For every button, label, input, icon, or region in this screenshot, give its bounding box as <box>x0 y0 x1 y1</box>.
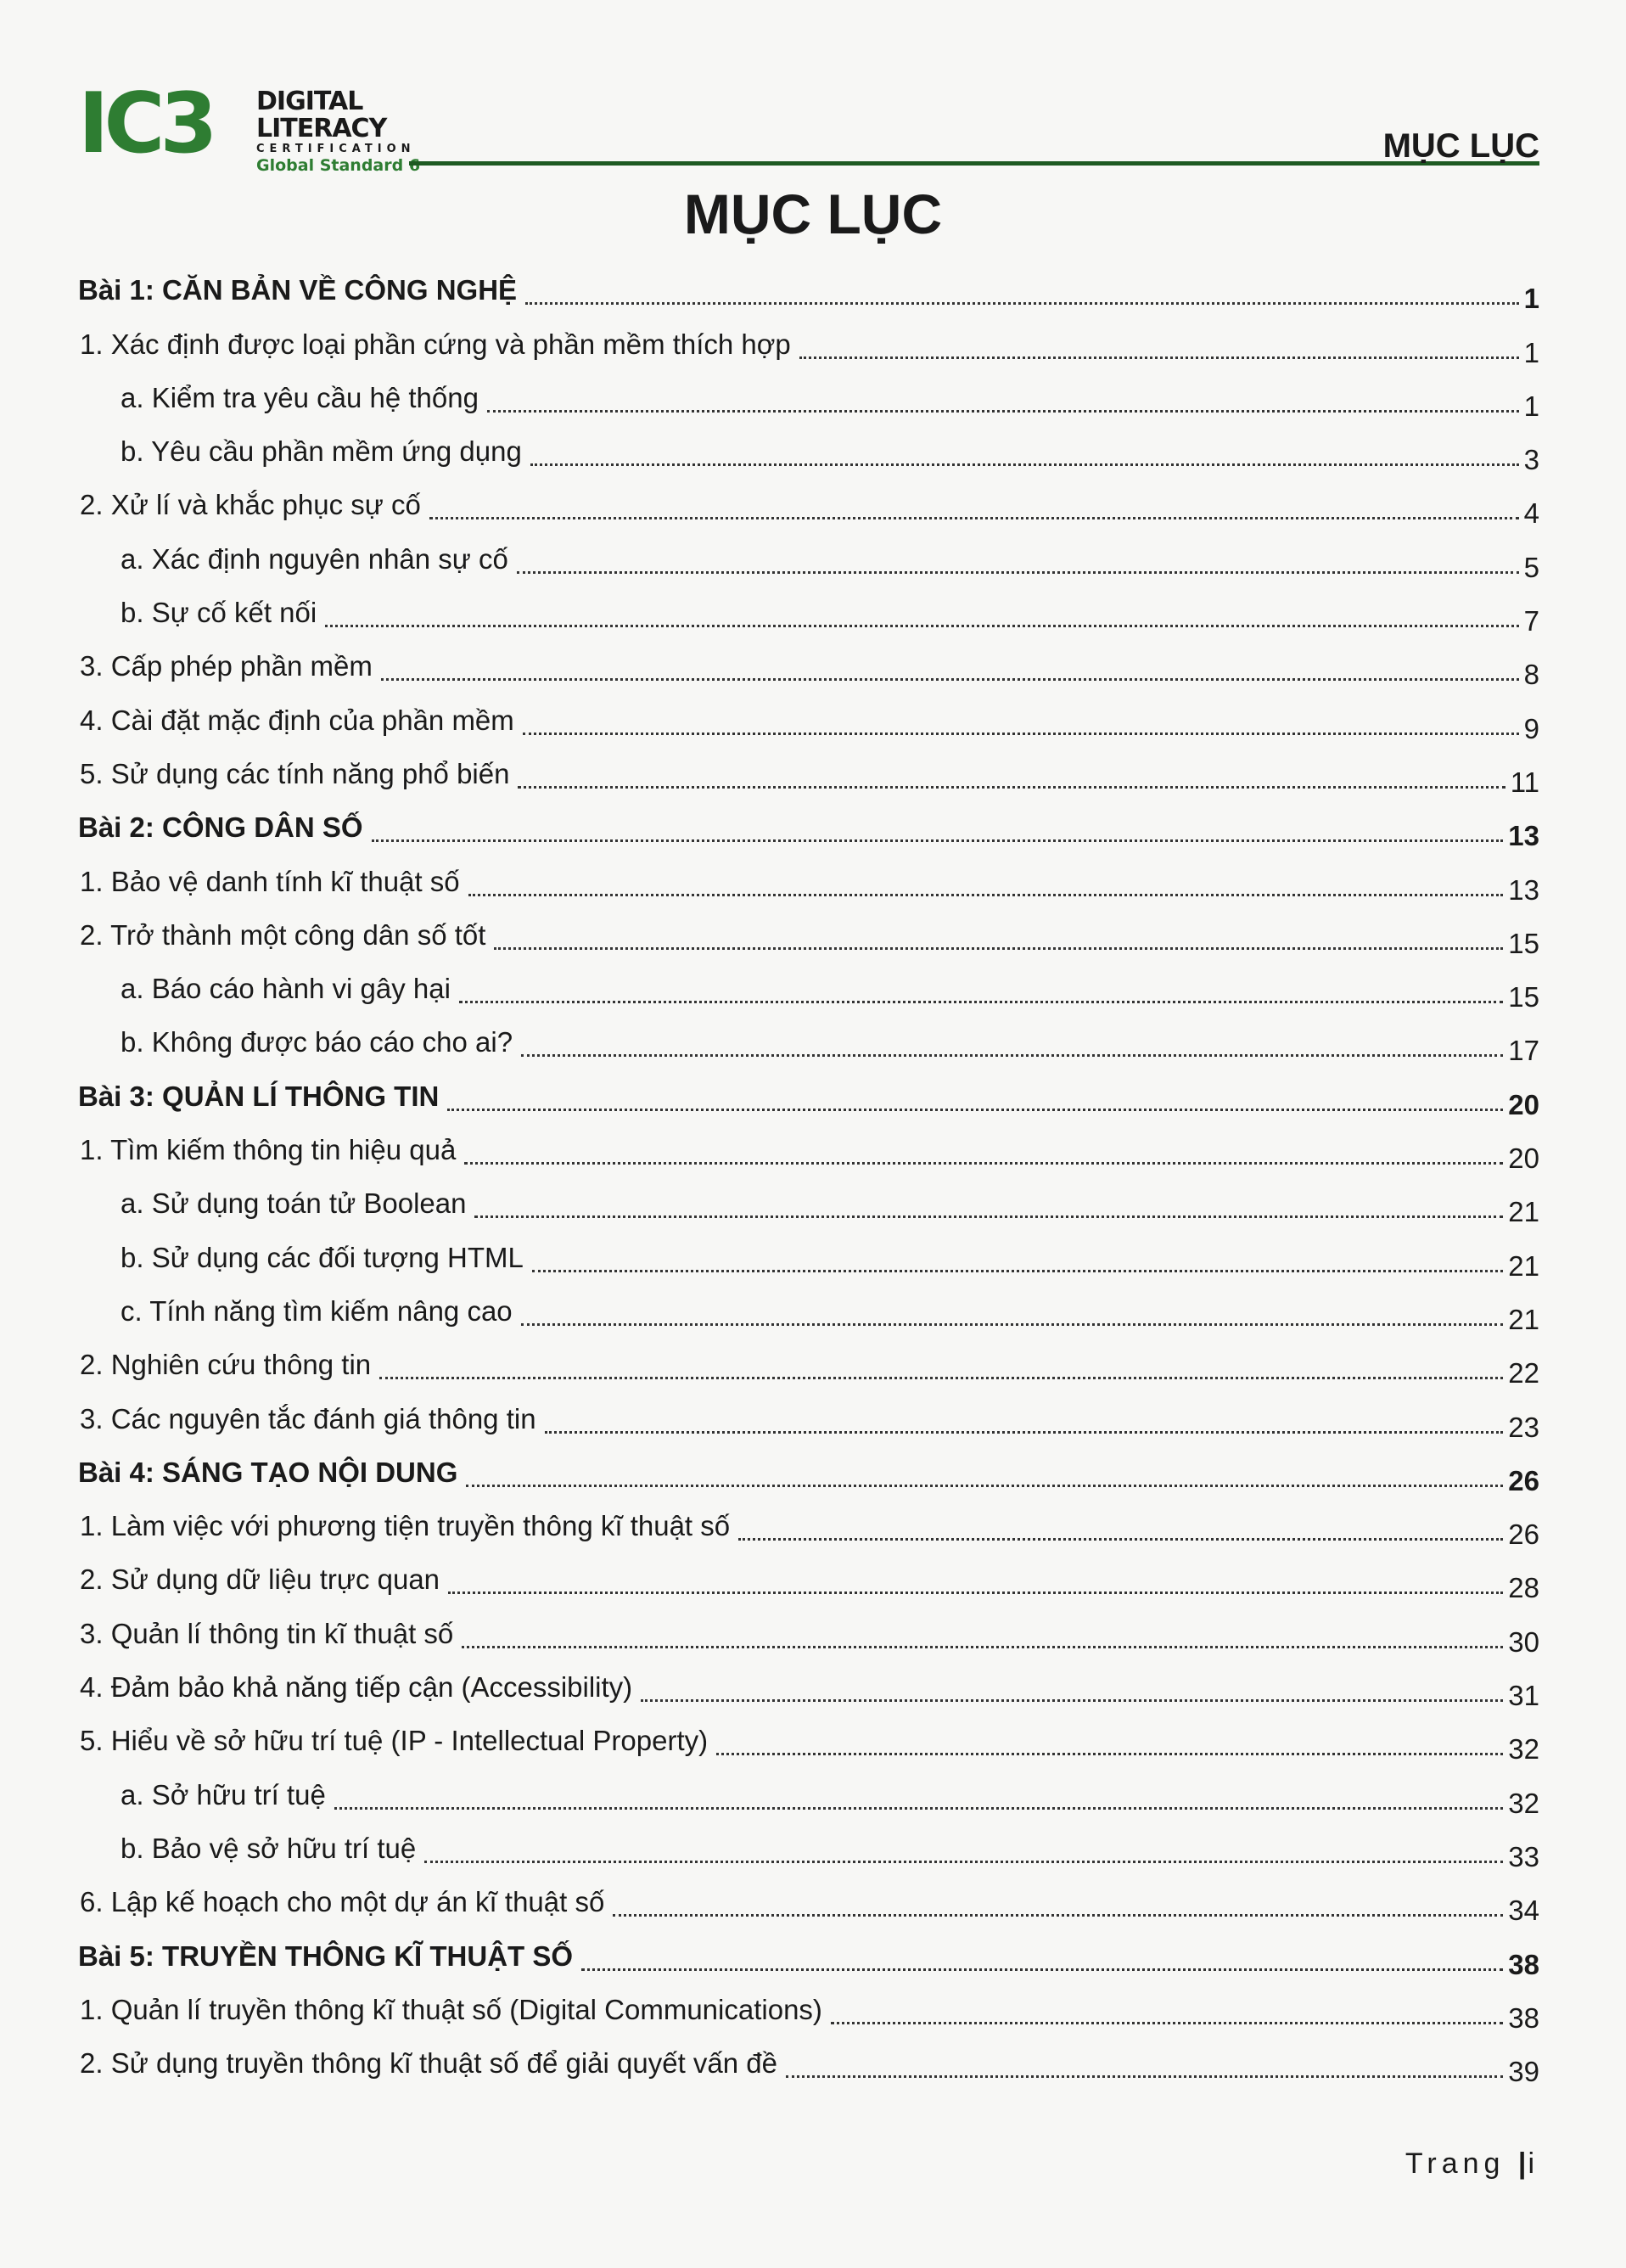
ic3-logo <box>78 76 435 175</box>
toc-dot-leader <box>581 1968 1503 1971</box>
toc-subsection-entry[interactable] <box>78 1178 1539 1232</box>
toc-section-entry[interactable] <box>78 641 1539 694</box>
toc-dot-leader <box>716 1753 1503 1755</box>
toc-entry-label: 5. Sử dụng các tính năng phổ biến <box>80 757 510 789</box>
logo-line2: CERTIFICATION <box>256 143 416 155</box>
toc-section-entry[interactable] <box>78 749 1539 802</box>
toc-entry-label: a. Sở hữu trí tuệ <box>121 1778 326 1810</box>
toc-entry-page: 21 <box>1508 1303 1539 1335</box>
toc-chapter-entry[interactable] <box>78 802 1539 856</box>
toc-entry-label: b. Sự cố kết nối <box>121 597 317 629</box>
toc-section-entry[interactable] <box>78 1125 1539 1178</box>
logo-text <box>256 88 435 175</box>
toc-entry-label: Bài 3: QUẢN LÍ THÔNG TIN <box>78 1080 440 1112</box>
toc-dot-leader <box>429 517 1519 519</box>
toc-entry-label: Bài 4: SÁNG TẠO NỘI DUNG <box>78 1456 458 1488</box>
toc-dot-leader <box>447 1109 1503 1111</box>
table-of-contents <box>78 265 1539 2091</box>
toc-dot-leader <box>521 1323 1504 1326</box>
toc-dot-leader <box>494 947 1503 950</box>
toc-dot-leader <box>831 2022 1503 2024</box>
toc-dot-leader <box>424 1861 1503 1863</box>
toc-entry-page: 32 <box>1508 1733 1539 1766</box>
toc-entry-label: 5. Hiểu về sở hữu trí tuệ (IP - Intellectual Property) <box>80 1725 709 1757</box>
toc-dot-leader <box>334 1807 1503 1810</box>
toc-subsection-entry[interactable] <box>78 1823 1539 1877</box>
toc-dot-leader <box>521 1054 1503 1057</box>
toc-entry-label: a. Báo cáo hành vi gây hại <box>121 973 451 1005</box>
toc-subsection-entry[interactable] <box>78 1232 1539 1285</box>
toc-entry-page: 9 <box>1523 712 1539 744</box>
toc-entry-label: Bài 5: TRUYỀN THÔNG KĨ THUẬT SỐ <box>78 1940 574 1972</box>
toc-entry-label: 1. Bảo vệ danh tính kĩ thuật số <box>80 865 460 897</box>
toc-dot-leader <box>518 786 1505 789</box>
page-footer <box>1405 2147 1539 2181</box>
toc-entry-label: 1. Xác định được loại phần cứng và phần mềm thích hợp <box>80 328 791 360</box>
toc-entry-page: 13 <box>1508 820 1539 852</box>
toc-entry-page: 38 <box>1508 1948 1539 1980</box>
toc-dot-leader <box>372 839 1504 842</box>
toc-section-entry[interactable] <box>78 318 1539 372</box>
toc-entry-label: Bài 2: CÔNG DÂN SỐ <box>78 811 363 844</box>
toc-entry-page: 33 <box>1508 1840 1539 1872</box>
toc-dot-leader <box>545 1431 1504 1434</box>
toc-entry-label: 3. Các nguyên tắc đánh giá thông tin <box>80 1402 536 1434</box>
logo-line3: Global Standard 6 <box>256 156 421 175</box>
toc-section-entry[interactable] <box>78 1715 1539 1769</box>
toc-chapter-entry[interactable] <box>78 1447 1539 1501</box>
toc-entry-label: 2. Nghiên cứu thông tin <box>80 1349 372 1381</box>
toc-subsection-entry[interactable] <box>78 373 1539 426</box>
toc-entry-page: 11 <box>1510 766 1539 798</box>
footer-page-label: Trang <box>1405 2147 1505 2180</box>
toc-subsection-entry[interactable] <box>78 963 1539 1017</box>
header-section-title: MỤC LỤC <box>1382 127 1539 165</box>
toc-section-entry[interactable] <box>78 1339 1539 1393</box>
toc-entry-label: a. Kiểm tra yêu cầu hệ thống <box>121 381 479 413</box>
toc-dot-leader <box>786 2075 1503 2078</box>
toc-entry-label: 1. Tìm kiếm thông tin hiệu quả <box>80 1134 457 1166</box>
toc-subsection-entry[interactable] <box>78 426 1539 480</box>
toc-dot-leader <box>468 894 1504 896</box>
toc-entry-page: 20 <box>1508 1142 1539 1175</box>
toc-subsection-entry[interactable] <box>78 533 1539 587</box>
toc-entry-page: 34 <box>1508 1895 1539 1927</box>
toc-chapter-entry[interactable] <box>78 1070 1539 1124</box>
toc-entry-page: 26 <box>1508 1464 1539 1496</box>
toc-dot-leader <box>530 463 1519 466</box>
toc-entry-page: 21 <box>1508 1196 1539 1228</box>
toc-entry-label: 3. Cấp phép phần mềm <box>80 650 373 682</box>
toc-entry-label: c. Tính năng tìm kiếm nâng cao <box>121 1294 513 1327</box>
toc-subsection-entry[interactable] <box>78 1286 1539 1339</box>
toc-dot-leader <box>613 1914 1503 1917</box>
toc-entry-page: 15 <box>1508 981 1539 1013</box>
toc-entry-page: 17 <box>1508 1035 1539 1067</box>
toc-section-entry[interactable] <box>78 1393 1539 1446</box>
logo-line1: DIGITAL LITERACY <box>256 87 387 143</box>
toc-entry-label: 2. Sử dụng truyền thông kĩ thuật số để giải quyết vấn đề <box>80 2047 777 2080</box>
toc-section-entry[interactable] <box>78 1662 1539 1715</box>
toc-entry-label: b. Sử dụng các đối tượng HTML <box>121 1241 524 1273</box>
toc-entry-page: 32 <box>1508 1787 1539 1819</box>
toc-entry-page: 13 <box>1508 873 1539 906</box>
toc-section-entry[interactable] <box>78 694 1539 748</box>
toc-dot-leader <box>738 1538 1503 1541</box>
toc-dot-leader <box>381 678 1519 681</box>
toc-entry-page: 20 <box>1508 1088 1539 1120</box>
toc-entry-label: 3. Quản lí thông tin kĩ thuật số <box>80 1617 454 1649</box>
toc-entry-page: 38 <box>1508 2001 1539 2034</box>
toc-section-entry[interactable] <box>78 856 1539 909</box>
toc-entry-label: 1. Quản lí truyền thông kĩ thuật số (Digital Communications) <box>80 1993 822 2025</box>
toc-dot-leader <box>464 1162 1503 1165</box>
toc-entry-label: 2. Sử dụng dữ liệu trực quan <box>80 1563 440 1596</box>
toc-section-entry[interactable] <box>78 480 1539 533</box>
toc-section-entry[interactable] <box>78 2038 1539 2091</box>
toc-entry-page: 1 <box>1523 283 1539 315</box>
page-title: MỤC LỤC <box>683 182 943 245</box>
toc-entry-page: 23 <box>1508 1411 1539 1443</box>
toc-dot-leader <box>799 356 1519 359</box>
toc-entry-label: a. Sử dụng toán tử Boolean <box>121 1187 467 1220</box>
toc-entry-page: 22 <box>1508 1357 1539 1389</box>
toc-dot-leader <box>462 1646 1503 1648</box>
toc-dot-leader <box>525 302 1519 305</box>
toc-entry-label: 2. Trở thành một công dân số tốt <box>80 918 486 951</box>
toc-dot-leader <box>379 1377 1503 1379</box>
toc-dot-leader <box>325 625 1518 627</box>
toc-entry-page: 26 <box>1508 1519 1539 1551</box>
toc-section-entry[interactable] <box>78 1984 1539 2038</box>
toc-entry-page: 31 <box>1508 1680 1539 1712</box>
toc-entry-label: 4. Cài đặt mặc định của phần mềm <box>80 704 514 736</box>
toc-entry-label: b. Yêu cầu phần mềm ứng dụng <box>121 435 522 468</box>
toc-entry-page: 39 <box>1508 2056 1539 2088</box>
toc-entry-label: 6. Lập kế hoạch cho một dự án kĩ thuật số <box>80 1886 605 1918</box>
toc-dot-leader <box>466 1485 1503 1487</box>
page-header <box>78 76 1539 177</box>
toc-entry-label: 4. Đảm bảo khả năng tiếp cận (Accessibility) <box>80 1671 633 1704</box>
toc-dot-leader <box>532 1270 1503 1272</box>
toc-entry-label: 1. Làm việc với phương tiện truyền thông kĩ thuật số <box>80 1510 731 1542</box>
toc-entry-page: 4 <box>1523 497 1539 530</box>
toc-entry-page: 21 <box>1508 1249 1539 1282</box>
header-rule <box>409 161 1539 166</box>
toc-dot-leader <box>641 1699 1503 1702</box>
toc-chapter-entry[interactable] <box>78 265 1539 318</box>
toc-section-entry[interactable] <box>78 1608 1539 1661</box>
toc-entry-label: Bài 1: CĂN BẢN VỀ CÔNG NGHỆ <box>78 274 518 306</box>
toc-section-entry[interactable] <box>78 1877 1539 1930</box>
toc-section-entry[interactable] <box>78 1501 1539 1554</box>
toc-chapter-entry[interactable] <box>78 1930 1539 1984</box>
toc-entry-label: a. Xác định nguyên nhân sự cố <box>121 542 508 575</box>
toc-dot-leader <box>459 1001 1503 1003</box>
toc-entry-page: 5 <box>1523 551 1539 583</box>
toc-section-entry[interactable] <box>78 910 1539 963</box>
toc-section-entry[interactable] <box>78 1554 1539 1608</box>
toc-entry-label: b. Bảo vệ sở hữu trí tuệ <box>121 1832 417 1864</box>
toc-subsection-entry[interactable] <box>78 587 1539 641</box>
logo-mark <box>78 76 213 172</box>
toc-entry-label: 2. Xử lí và khắc phục sự cố <box>80 489 421 521</box>
logo-mark-text: IC3 <box>78 76 213 172</box>
toc-entry-page: 8 <box>1523 659 1539 691</box>
toc-subsection-entry[interactable] <box>78 1017 1539 1070</box>
toc-entry-page: 1 <box>1523 390 1539 422</box>
toc-entry-page: 30 <box>1508 1625 1539 1658</box>
toc-entry-page: 15 <box>1508 927 1539 959</box>
toc-dot-leader <box>448 1592 1503 1594</box>
toc-dot-leader <box>523 733 1519 735</box>
toc-entry-page: 7 <box>1523 605 1539 637</box>
footer-page-number: i <box>1528 2147 1539 2180</box>
toc-entry-label: b. Không được báo cáo cho ai? <box>121 1026 513 1058</box>
toc-dot-leader <box>517 571 1519 574</box>
toc-entry-page: 3 <box>1523 444 1539 476</box>
footer-separator: | <box>1517 2147 1528 2180</box>
toc-dot-leader <box>474 1215 1503 1218</box>
toc-subsection-entry[interactable] <box>78 1769 1539 1822</box>
toc-entry-page: 1 <box>1523 336 1539 368</box>
toc-entry-page: 28 <box>1508 1572 1539 1604</box>
toc-dot-leader <box>487 410 1519 413</box>
